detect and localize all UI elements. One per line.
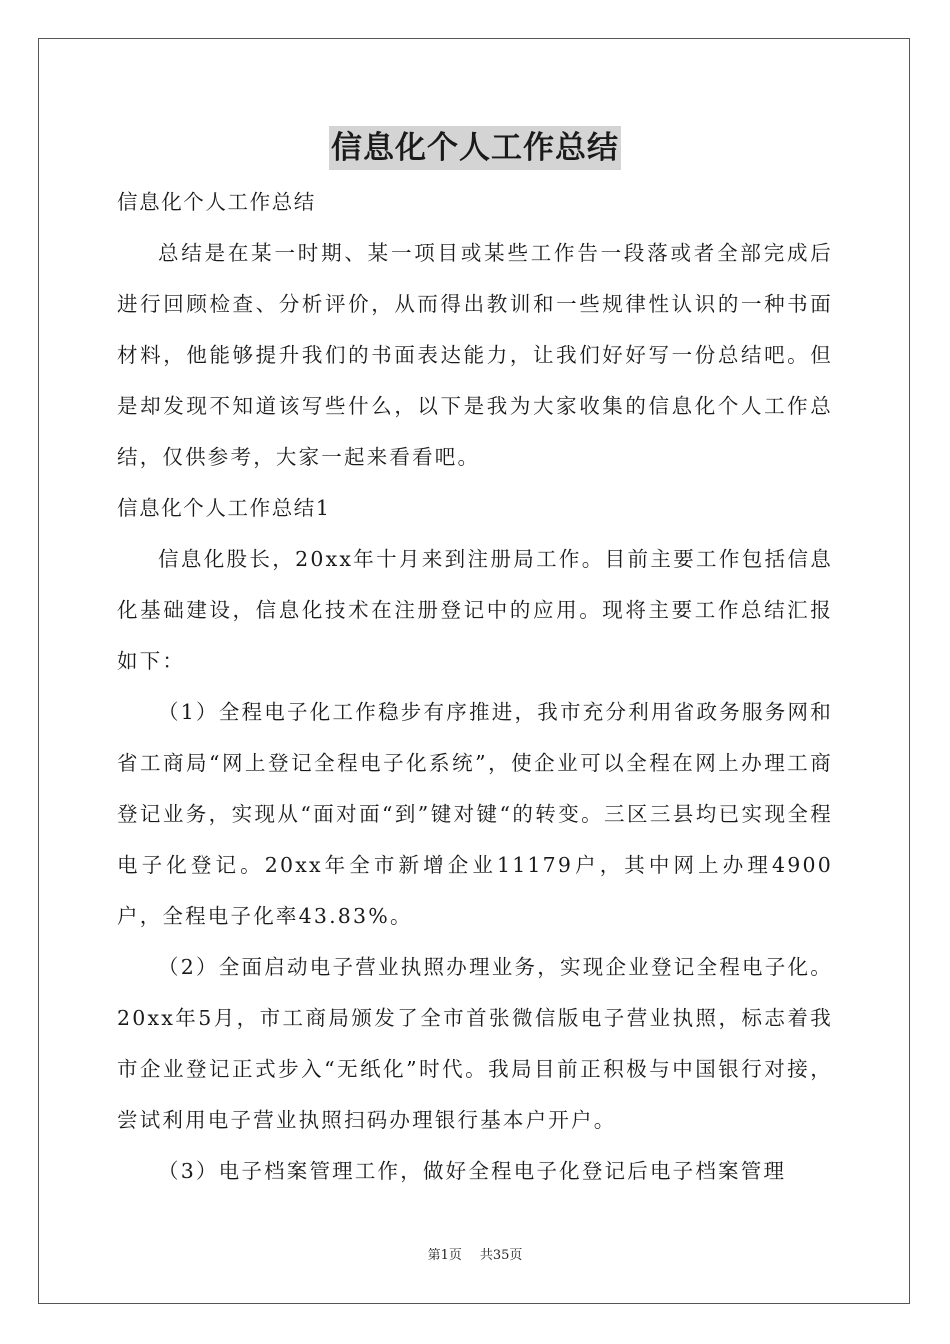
document-title: 信息化个人工作总结	[329, 126, 621, 170]
page-number: 第1页	[427, 1248, 462, 1263]
paragraph-item-3: （3）电子档案管理工作，做好全程电子化登记后电子档案管理	[158, 1159, 787, 1183]
paragraph-item-2: （2）全面启动电子营业执照办理业务，实现企业登记全程电子化。20xx年5月，市工商局颁发了全市首张微信版电子营业执照，标志着我市企业登记正式步入“无纸化”时代。我局目前正积极与中国银行对接，尝试利用电子营业执照扫码办理银行基本户开户。	[117, 955, 833, 1132]
document-body	[117, 177, 833, 1197]
paragraph-intro: 总结是在某一时期、某一项目或某些工作告一段落或者全部完成后进行回顾检查、分析评价，从而得出教训和一些规律性认识的一种书面材料，他能够提升我们的书面表达能力，让我们好好写一份总结吧。但是却发现不知道该写些什么，以下是我为大家收集的信息化个人工作总结，仅供参考，大家一起来看看吧。	[117, 241, 833, 469]
section-heading-1: 信息化个人工作总结1	[117, 496, 331, 520]
page-footer	[0, 1246, 950, 1266]
section-heading-intro: 信息化个人工作总结	[117, 190, 316, 214]
paragraph-overview: 信息化股长，20xx年十月来到注册局工作。目前主要工作包括信息化基础建设，信息化技术在注册登记中的应用。现将主要工作总结汇报如下：	[117, 547, 833, 673]
page-total: 共35页	[479, 1248, 523, 1263]
paragraph-item-1: （1）全程电子化工作稳步有序推进，我市充分利用省政务服务网和省工商局“网上登记全程电子化系统”，使企业可以全程在网上办理工商登记业务，实现从“面对面“到”键对键“的转变。三区三县均已实现全程电子化登记。20xx年全市新增企业11179户，其中网上办理4900户，全程电子化率43.83%。	[117, 700, 833, 928]
title-container	[0, 126, 950, 170]
